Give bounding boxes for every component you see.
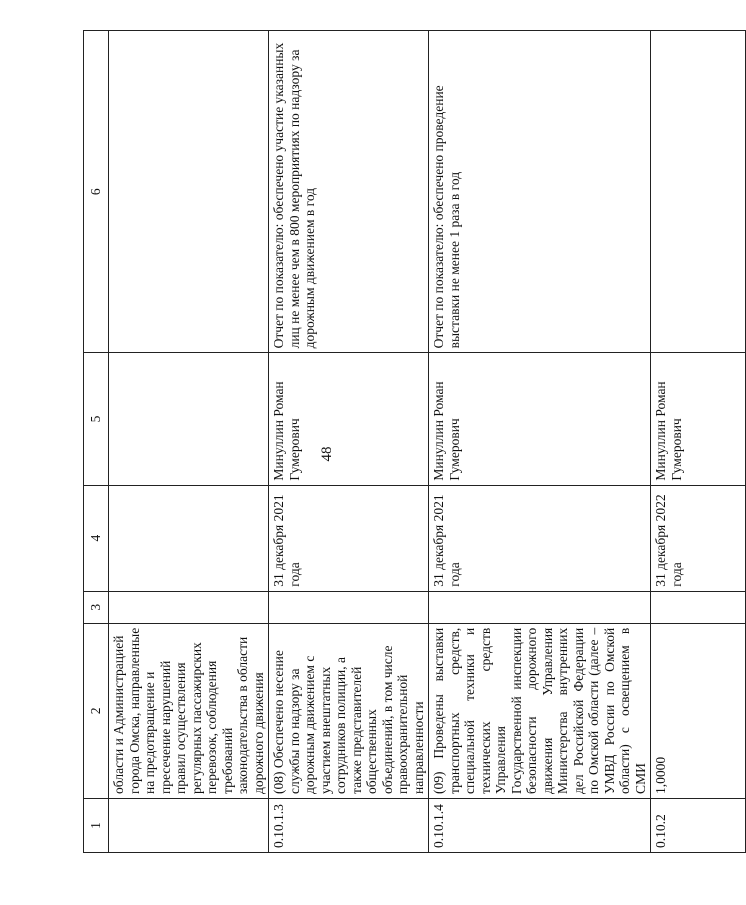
code-cell [109, 798, 269, 852]
table-row [109, 31, 269, 853]
report-cell [651, 31, 746, 353]
column-header: 6 [84, 31, 109, 353]
deadline-cell: 31 декабря 2021 года [269, 485, 429, 591]
header-row [84, 31, 109, 853]
table-row [269, 31, 429, 853]
column-header: 4 [84, 485, 109, 591]
code-cell: 0.10.1.4 [429, 798, 651, 852]
description-cell: (08) Обеспечено несение службы по надзору за дорожным движением с участием внештатных сотрудников полиции, а также представителей общественных объединений, в том числе правоохранительной направленности [269, 623, 429, 798]
description-cell: области и Администрацией города Омска, направленные на предотвращение и пресечение нарушений правил осуществления регулярных пассажирских перевозок, соблюдения требований законодательства в области дорожного движения [109, 623, 269, 798]
description-cell: (09) Проведены выставки транспортных средств, специальной техники и технических средств Управления Государственной инспекции безопасности дорожного движения Управления Министерства внутренних дел Российской Федерации по Омской области (далее – УМВД России по Омской области) с освещением в СМИ [429, 623, 651, 798]
column-header: 2 [84, 623, 109, 798]
report-cell: Отчет по показателю: обеспечено проведение выставки не менее 1 раза в год [429, 31, 651, 353]
col3-cell [429, 591, 651, 623]
column-header: 5 [84, 353, 109, 485]
col3-cell [109, 591, 269, 623]
table-container [83, 30, 684, 853]
table-row [651, 31, 746, 853]
col3-cell [269, 591, 429, 623]
column-header: 3 [84, 591, 109, 623]
plan-table [83, 30, 746, 853]
code-cell: 0.10.1.3 [269, 798, 429, 852]
table-row [429, 31, 651, 853]
col3-cell [651, 591, 746, 623]
page-number: 48 [319, 446, 335, 462]
deadline-cell [109, 485, 269, 591]
responsible-cell: Минуллин Роман Гумерович [429, 353, 651, 485]
report-cell: Отчет по показателю: обеспечено участие указанных лиц не менее чем в 800 мероприятиях по надзору за дорожным движением в год [269, 31, 429, 353]
column-header: 1 [84, 798, 109, 852]
report-cell [109, 31, 269, 353]
responsible-cell: Минуллин Роман Гумерович [269, 353, 429, 485]
responsible-cell [109, 353, 269, 485]
description-cell: 1,0000 [651, 623, 746, 798]
deadline-cell: 31 декабря 2021 года [429, 485, 651, 591]
rotated-table-area [83, 30, 684, 853]
deadline-cell: 31 декабря 2022 года [651, 485, 746, 591]
responsible-cell: Минуллин Роман Гумерович [651, 353, 746, 485]
code-cell: 0.10.2 [651, 798, 746, 852]
